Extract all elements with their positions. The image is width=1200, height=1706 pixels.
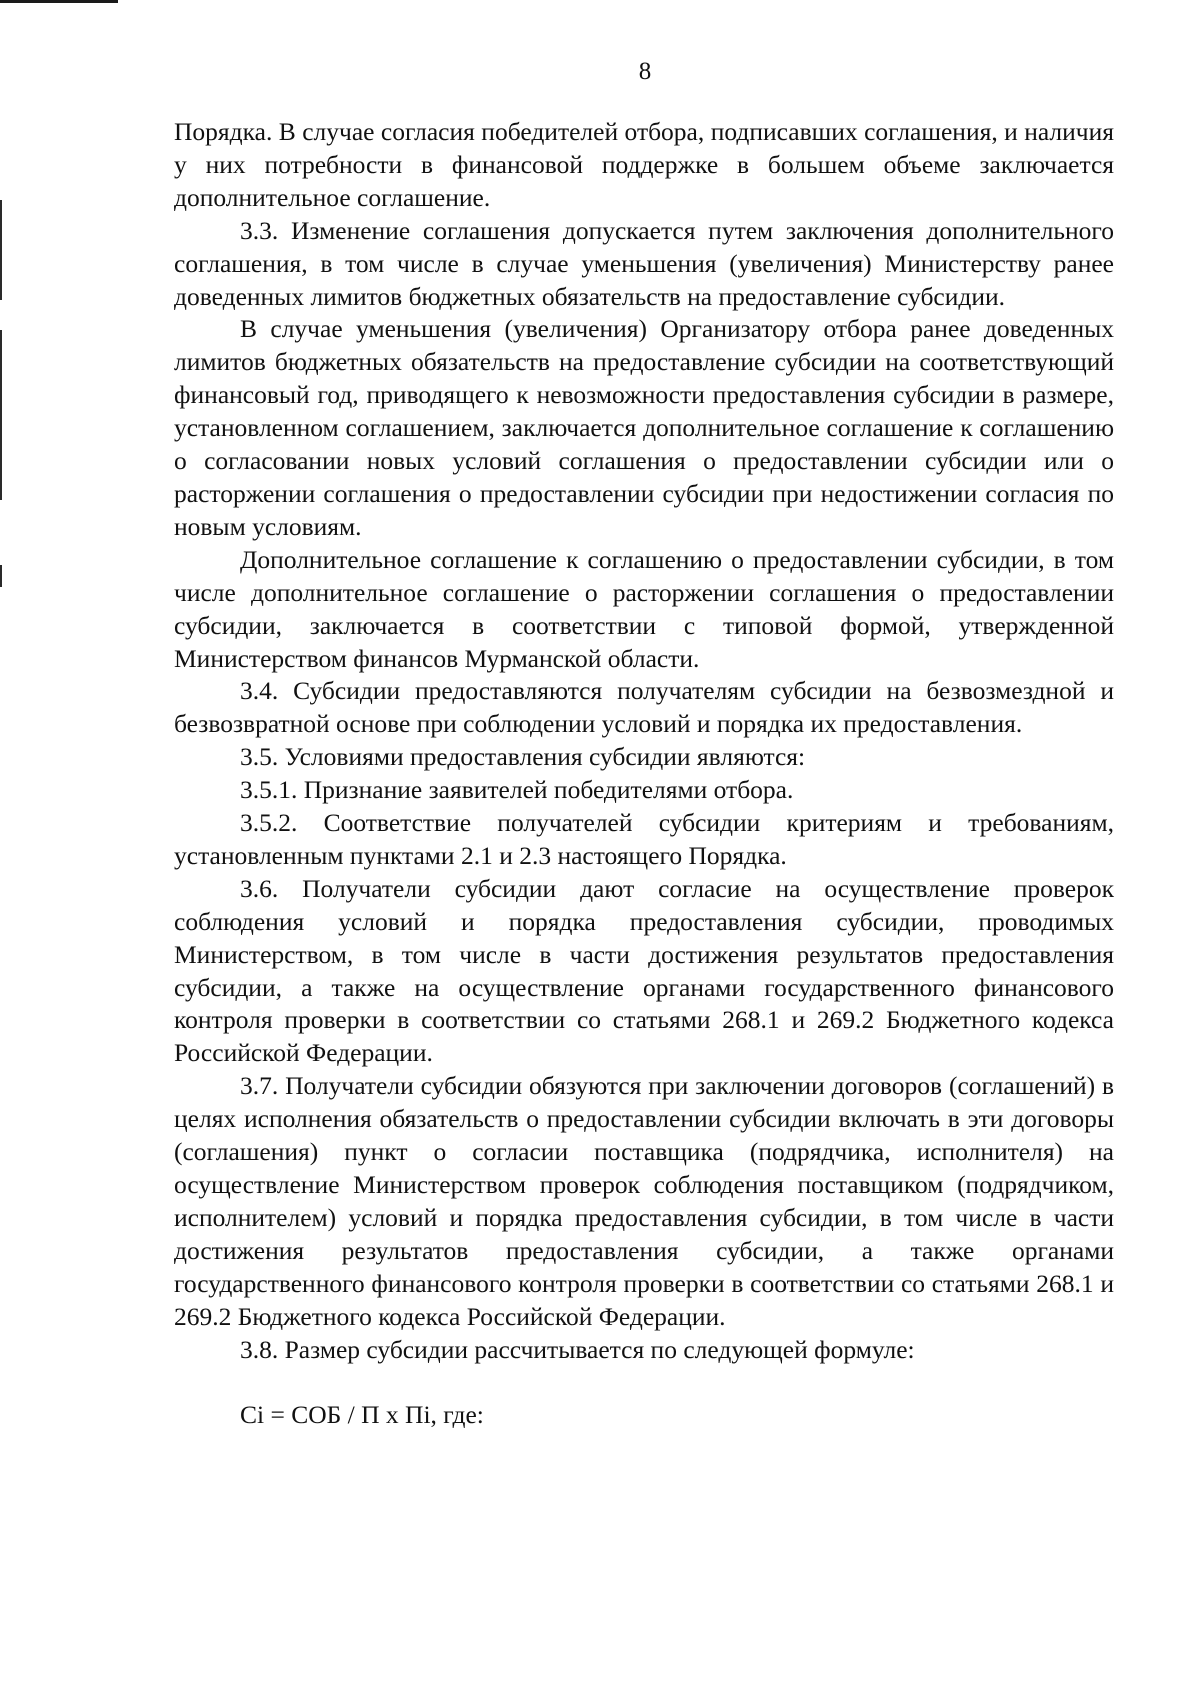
paragraph-3-6: 3.6. Получатели субсидии дают согласие на осуществление проверок соблюдения условий и порядка предоставления субсидии, проводимых Министерством, в том числе в части достижения результатов предоставления субсидии, а также на осуществление органами государственного финансового контроля проверки в соответствии со статьями 268.1 и 269.2 Бюджетного кодекса Российской Федерации. bbox=[174, 873, 1114, 1068]
paragraph-3-4: 3.4. Субсидии предоставляются получателям субсидии на безвозмездной и безвозвратной основе при соблюдении условий и порядка их предоставления. bbox=[174, 676, 1114, 739]
page-number: 8 bbox=[638, 58, 652, 85]
paragraph-3-3-limits: В случае уменьшения (увеличения) Организатору отбора ранее доведенных лимитов бюджетных обязательств на предоставление субсидии на соответствующий финансовый год, приводящего к невозможности предоставления субсидии в размере, установленном соглашением, заключается дополнительное соглашение к соглашению о согласовании новых условий соглашения о предоставлении субсидии или о расторжении соглашения о предоставлении субсидии при недостижении согласия по новым условиям. bbox=[174, 314, 1114, 541]
paragraph-3-3: 3.3. Изменение соглашения допускается путем заключения дополнительного соглашения, в том числе в случае уменьшения (увеличения) Министерству ранее доведенных лимитов бюджетных обязательств на предоставление субсидии. bbox=[174, 215, 1114, 311]
document-body bbox=[174, 116, 1114, 1432]
paragraph-3-7: 3.7. Получатели субсидии обязуются при заключении договоров (соглашений) в целях исполнения обязательств о предоставлении субсидии включать в эти договоры (соглашения) пункт о согласии поставщика (подрядчика, исполнителя) на осуществление Министерством проверок соблюдения поставщиком (подрядчиком, исполнителем) условий и порядка предоставления субсидии, в том числе в части достижения результатов предоставления субсидии, а также органами государственного финансового контроля проверки в соответствии со статьями 268.1 и 269.2 Бюджетного кодекса Российской Федерации. bbox=[174, 1071, 1114, 1331]
paragraph-3-5-1: 3.5.1. Признание заявителей победителями отбора. bbox=[240, 775, 794, 805]
scan-edge-mark bbox=[0, 565, 2, 587]
scan-edge-mark bbox=[0, 0, 118, 3]
scan-edge-mark bbox=[0, 330, 2, 500]
paragraph-3-8: 3.8. Размер субсидии рассчитывается по следующей формуле: bbox=[240, 1334, 915, 1364]
subsidy-formula: Ci = СОБ / П х Пi, где: bbox=[240, 1400, 484, 1430]
scan-edge-mark bbox=[0, 200, 2, 300]
paragraph-3-3-form: Дополнительное соглашение к соглашению о предоставлении субсидии, в том числе дополнительное соглашение о расторжении соглашения о предоставлении субсидии, заключается в соответствии с типовой формой, утвержденной Министерством финансов Мурманской области. bbox=[174, 544, 1114, 673]
paragraph-continuation: Порядка. В случае согласия победителей отбора, подписавших соглашения, и наличия у них потребности в финансовой поддержке в большем объеме заключается дополнительное соглашение. bbox=[174, 117, 1114, 212]
paragraph-3-5: 3.5. Условиями предоставления субсидии являются: bbox=[240, 742, 806, 772]
paragraph-3-5-2: 3.5.2. Соответствие получателей субсидии критериям и требованиям, установленным пунктами 2.1 и 2.3 настоящего Порядка. bbox=[174, 808, 1114, 870]
